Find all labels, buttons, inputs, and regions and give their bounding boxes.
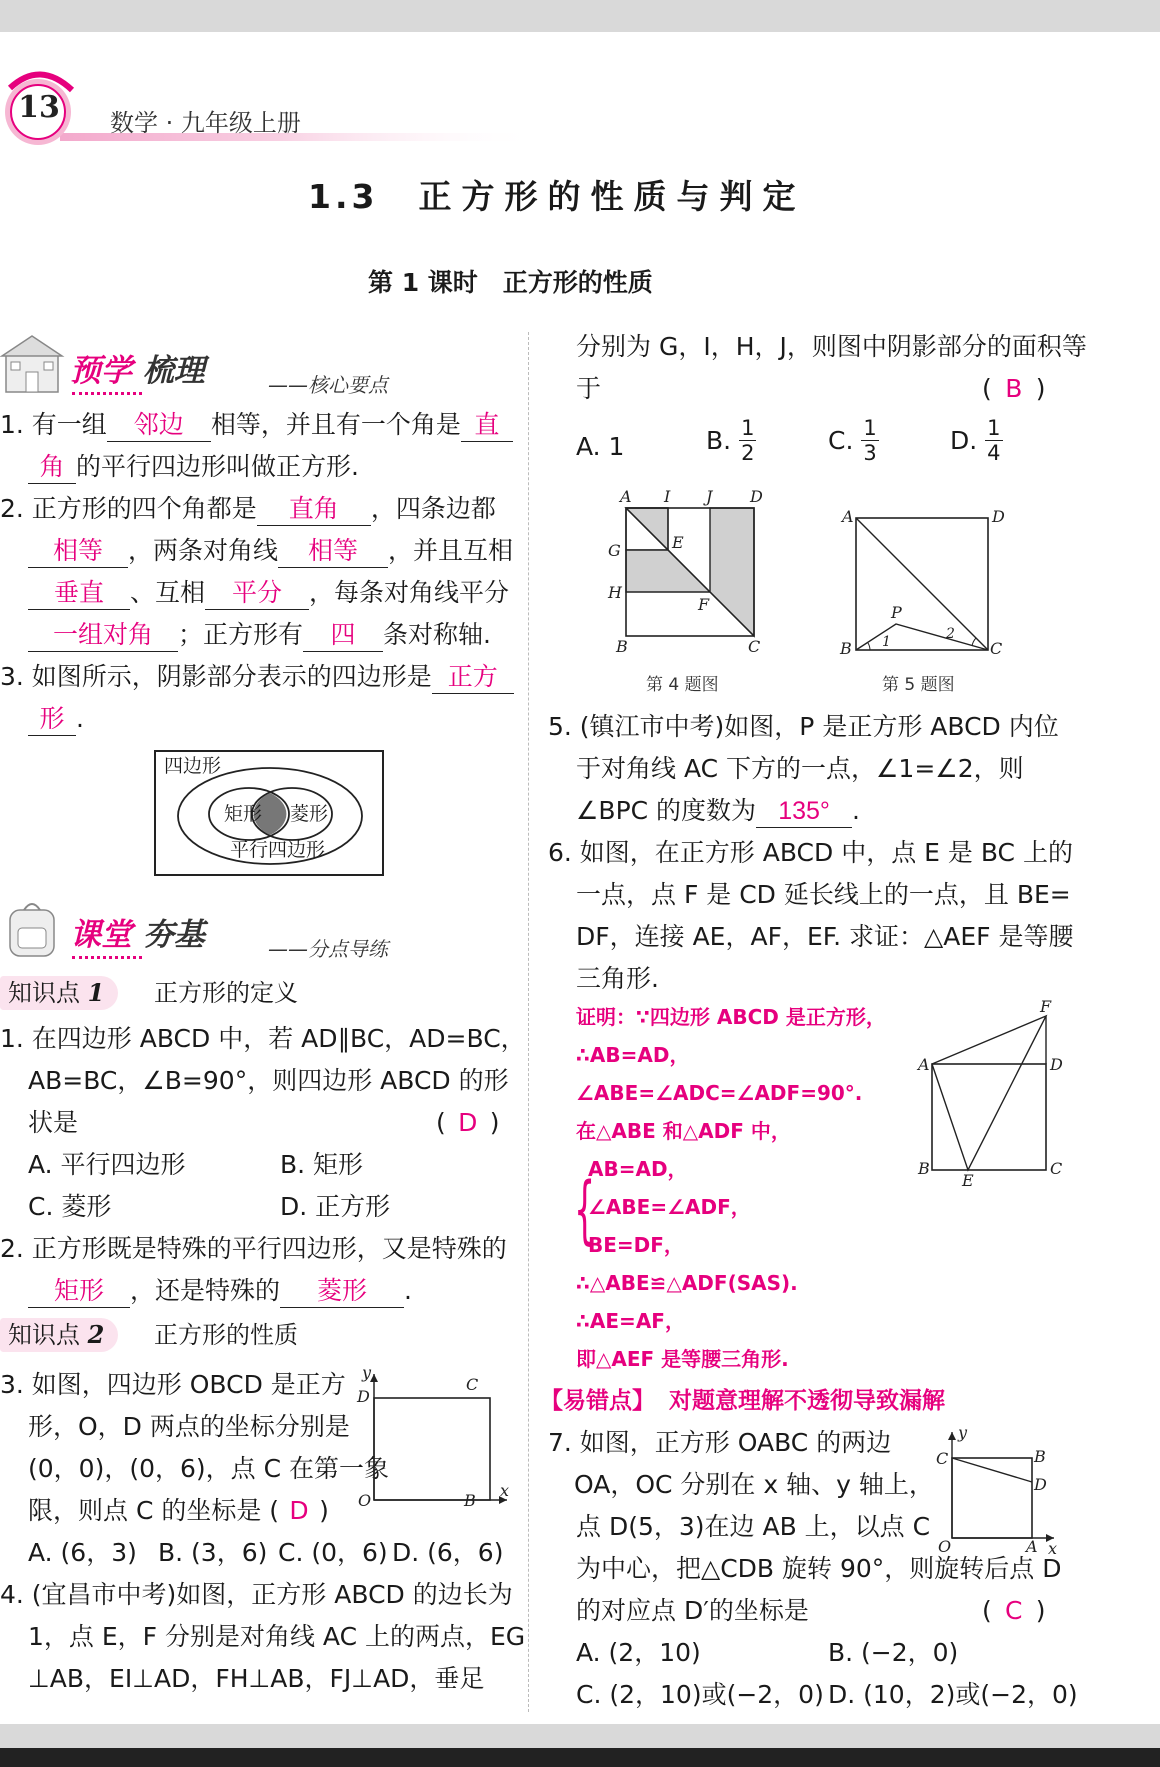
- preview-heading-a: 预学: [70, 353, 132, 389]
- denominator: 2: [741, 441, 755, 465]
- fig-label: C: [990, 639, 1003, 658]
- option-letter: C.: [828, 426, 854, 455]
- text: 条对称轴.: [383, 620, 491, 649]
- numerator: 1: [987, 416, 1001, 440]
- mistake-tip: [540, 1382, 945, 1420]
- q7-line4: 为中心，把△CDB 旋转 90°，则旋转后点 D: [576, 1554, 1062, 1583]
- fig-label: O: [938, 1537, 952, 1556]
- q6-line1: 6. 如图，在正方形 ABCD 中，点 E 是 BC 上的: [548, 838, 1073, 867]
- q4-option-d: [950, 416, 1003, 465]
- fig-label: D: [1050, 1055, 1063, 1074]
- kp-label: 知识点: [8, 1321, 80, 1349]
- numerator: 1: [863, 416, 877, 440]
- q5-line1: 5. (镇江市中考)如图，P 是正方形 ABCD 内位: [548, 712, 1059, 741]
- text: ∠BPC 的度数为: [576, 796, 757, 825]
- answer-blank: 邻边: [107, 409, 211, 442]
- fig-label: B: [616, 637, 628, 656]
- answer: C: [1005, 1596, 1023, 1625]
- book-title: 数学 · 九年级上册: [110, 109, 301, 137]
- venn-right-label: 菱形: [290, 803, 329, 825]
- classroom-heading: [70, 914, 205, 956]
- fraction: [739, 416, 756, 465]
- fig-label: D: [992, 507, 1005, 526]
- preview-q2-line4: [28, 614, 491, 655]
- q7-option-b: B. (−2，0): [828, 1638, 959, 1667]
- knowledge-point-1-badge: [0, 976, 118, 1010]
- q4-line4: 分别为 G，I，H，J，则图中阴影部分的面积等: [576, 332, 1087, 361]
- q6-figure: [916, 997, 1066, 1190]
- denominator: 4: [987, 441, 1001, 465]
- section-title: [308, 174, 805, 220]
- q7-line5: 的对应点 D′的坐标是: [576, 1596, 809, 1625]
- q3-option-d: D. (6，6): [392, 1538, 504, 1567]
- q6-brace: {: [574, 1167, 596, 1253]
- answer-blank: 四: [303, 619, 383, 652]
- q7-option-c: C. (2，10)或(−2，0): [576, 1680, 824, 1709]
- option-letter: D.: [950, 426, 978, 455]
- classroom-subtitle: ——分点导练: [268, 937, 388, 961]
- q3-option-c: C. (0，6): [278, 1538, 388, 1567]
- q4-figure: [606, 486, 766, 656]
- q6-proof-9: ∴AE=AF，: [576, 1309, 685, 1333]
- q3-line4: 限，则点 C 的坐标是 ( D ): [28, 1490, 329, 1531]
- fig-label: y: [958, 1423, 968, 1442]
- q4-answer: ( B ): [982, 368, 1046, 409]
- fig-label: D: [750, 487, 763, 506]
- text: 、互相: [130, 578, 206, 607]
- q1-option-b: B. 矩形: [280, 1150, 364, 1179]
- fig-label: H: [608, 583, 622, 602]
- classroom-dots: [72, 956, 142, 959]
- preview-heading: [70, 350, 205, 392]
- text: 限，则点 C 的坐标是: [28, 1496, 262, 1525]
- q7-option-a: A. (2，10): [576, 1638, 701, 1667]
- kp-number: 1: [87, 978, 105, 1007]
- q6-proof-5: AB=AD，: [588, 1157, 688, 1181]
- answer-blank: 角: [28, 451, 76, 484]
- q3-line1: 3. 如图，四边形 OBCD 是正方: [0, 1370, 346, 1399]
- fig-label: F: [1040, 997, 1052, 1016]
- fig-label: B: [1034, 1447, 1046, 1466]
- q6-proof-2: ∴AB=AD，: [576, 1043, 690, 1067]
- answer-blank: 相等: [28, 535, 128, 568]
- q6-proof-7: BE=DF，: [588, 1233, 684, 1257]
- text: .: [76, 704, 84, 733]
- q1-answer: ( D ): [436, 1102, 500, 1143]
- fig-label: D: [357, 1387, 370, 1406]
- fig-label: C: [936, 1449, 949, 1468]
- denominator: 3: [863, 441, 877, 465]
- text: ，并且互相: [388, 536, 514, 565]
- text: .: [404, 1276, 412, 1305]
- q6-proof-6: ∠ABE=∠ADF，: [588, 1195, 751, 1219]
- answer-blank: 相等: [278, 535, 388, 568]
- q6-line2: 一点，点 F 是 CD 延长线上的一点，且 BE=: [576, 880, 1071, 909]
- q3-option-a: A. (6，3): [28, 1538, 137, 1567]
- q4-line5: 于: [576, 374, 602, 403]
- q1-option-c: C. 菱形: [28, 1192, 112, 1221]
- preview-q1-line2: [28, 446, 359, 487]
- q6-line4: 三角形.: [576, 964, 659, 993]
- q5-caption: 第 5 题图: [882, 675, 955, 695]
- text: 的平行四边形叫做正方形.: [76, 452, 359, 481]
- fig-label: y: [362, 1363, 372, 1382]
- school-icon: [2, 334, 62, 396]
- fig-label: A: [620, 487, 632, 506]
- answer: D: [289, 1496, 309, 1525]
- lesson-title: 第 1 课时 正方形的性质: [368, 268, 653, 297]
- knowledge-point-1-title: 正方形的定义: [154, 979, 298, 1007]
- fraction: [985, 416, 1002, 465]
- fig-label: 2: [946, 626, 955, 642]
- fraction: [861, 416, 878, 465]
- classroom-heading-a: 课堂: [70, 917, 132, 953]
- q4-option-c: [828, 416, 879, 465]
- q7-line2: OA，OC 分别在 x 轴、y 轴上，: [574, 1470, 934, 1499]
- fig-label: P: [891, 603, 902, 622]
- preview-q1-line1: [0, 404, 513, 445]
- answer-blank: 正方: [432, 661, 514, 694]
- fig-label: x: [1048, 1539, 1058, 1558]
- text: ，还是特殊的: [130, 1276, 281, 1305]
- fig-label: A: [918, 1055, 930, 1074]
- fig-label: J: [706, 487, 713, 506]
- backpack-icon: [2, 898, 62, 960]
- q7-option-d: D. (10，2)或(−2，0): [828, 1680, 1078, 1709]
- q7-line3: 点 D(5，3)在边 AB 上，以点 C: [576, 1512, 931, 1541]
- answer: D: [458, 1108, 478, 1137]
- q6-proof-8: ∴△ABE≌△ADF(SAS).: [576, 1271, 798, 1295]
- answer-blank: 一组对角: [28, 619, 178, 652]
- q4-caption: 第 4 题图: [646, 675, 719, 695]
- fig-label: O: [358, 1491, 372, 1510]
- fig-label: 1: [882, 634, 891, 650]
- q2-line2: [28, 1270, 412, 1311]
- mistake-tag: 【易错点】: [540, 1388, 655, 1414]
- knowledge-point-2-title: 正方形的性质: [154, 1321, 298, 1349]
- text: ，两条对角线: [128, 536, 279, 565]
- text: 相等，并且有一个角是: [210, 410, 461, 439]
- numerator: 1: [741, 416, 755, 440]
- q4-option-b: [706, 416, 756, 465]
- fig-label: D: [1034, 1475, 1047, 1494]
- text: ，每条对角线平分: [309, 578, 510, 607]
- fig-label: B: [464, 1491, 476, 1510]
- answer-blank: 平分: [205, 577, 309, 610]
- q4-line1: 4. (宜昌市中考)如图，正方形 ABCD 的边长为: [0, 1580, 513, 1609]
- q4-line3: ⊥AB，EI⊥AD，FH⊥AB，FJ⊥AD，垂足: [28, 1664, 485, 1693]
- mistake-text: 对题意理解不透彻导致漏解: [669, 1388, 945, 1414]
- option-letter: B.: [706, 426, 732, 455]
- venn-middle-label: 平行四边形: [230, 839, 326, 861]
- q6-line3: DF，连接 AE，AF，EF. 求证：△AEF 是等腰: [576, 922, 1074, 951]
- fig-label: C: [466, 1375, 479, 1394]
- venn-outer-label: 四边形: [164, 755, 222, 777]
- bottom-bar: [0, 1748, 1160, 1767]
- q1-line2: AB=BC，∠B=90°，则四边形 ABCD 的形: [28, 1066, 509, 1095]
- preview-dots: [72, 392, 142, 395]
- q1-option-a: A. 平行四边形: [28, 1150, 186, 1179]
- venn-left-label: 矩形: [224, 803, 263, 825]
- q3-option-b: B. (3，6): [158, 1538, 268, 1567]
- q5-figure: [836, 506, 1016, 656]
- section-name: 正方形的性质与判定: [418, 177, 806, 216]
- q1-line1: 1. 在四边形 ABCD 中，若 AD∥BC，AD=BC，: [0, 1024, 526, 1053]
- preview-q3-line2: [28, 698, 84, 739]
- fig-label: x: [500, 1481, 510, 1500]
- q7-answer: ( C ): [982, 1590, 1046, 1631]
- preview-q2-line3: [28, 572, 509, 613]
- fig-label: B: [918, 1159, 930, 1178]
- preview-subtitle: ——核心要点: [268, 373, 388, 397]
- column-divider: [528, 332, 529, 1712]
- q6-proof-3: ∠ABE=∠ADC=∠ADF=90°.: [576, 1081, 863, 1105]
- q5-line2: 于对角线 AC 下方的一点，∠1=∠2，则: [576, 754, 1024, 783]
- text: ，四条边都: [370, 494, 496, 523]
- preview-q2-line2: [28, 530, 513, 571]
- fig-label: C: [1050, 1159, 1063, 1178]
- fig-label: E: [672, 533, 684, 552]
- answer-blank: 菱形: [280, 1275, 404, 1308]
- q2-line1: 2. 正方形既是特殊的平行四边形，又是特殊的: [0, 1234, 507, 1263]
- q6-proof-1: 证明：∵四边形 ABCD 是正方形，: [576, 1005, 886, 1029]
- answer: B: [1005, 374, 1023, 403]
- page-number: 13: [18, 90, 60, 125]
- text: ；正方形有: [178, 620, 304, 649]
- knowledge-point-2-badge: [0, 1318, 118, 1352]
- text: 1. 有一组: [0, 410, 107, 439]
- q6-proof-10: 即△AEF 是等腰三角形.: [576, 1347, 789, 1371]
- q7-line1: 7. 如图，正方形 OABC 的两边: [548, 1428, 892, 1457]
- fig-label: A: [842, 507, 854, 526]
- fig-label: F: [698, 595, 710, 614]
- kp-label: 知识点: [8, 979, 80, 1007]
- q4-option-a: A. 1: [576, 432, 625, 461]
- answer-blank: 直角: [257, 493, 371, 526]
- fig-label: I: [664, 487, 671, 506]
- q1-line3: 状是: [28, 1108, 79, 1137]
- preview-heading-b: 梳理: [142, 353, 205, 389]
- kp-number: 2: [87, 1320, 105, 1349]
- answer-blank: 垂直: [28, 577, 130, 610]
- fig-label: B: [840, 639, 852, 658]
- q6-proof-4: 在△ABE 和△ADF 中，: [576, 1119, 791, 1143]
- preview-q2-line1: [0, 488, 496, 529]
- preview-q3-line1: [0, 656, 514, 697]
- fig-label: E: [962, 1171, 974, 1190]
- q3-line3: (0，0)，(0，6)，点 C 在第一象: [28, 1454, 389, 1483]
- q5-line3: ∠BPC 的度数为 135° .: [576, 790, 860, 831]
- answer-blank: 矩形: [28, 1275, 130, 1308]
- q4-line2: 1，点 E，F 分别是对角线 AC 上的两点，EG: [28, 1622, 526, 1651]
- answer-blank: 形: [28, 703, 76, 736]
- q3-line2: 形，O，D 两点的坐标分别是: [28, 1412, 350, 1441]
- q1-option-d: D. 正方形: [280, 1192, 391, 1221]
- fig-label: C: [748, 637, 761, 656]
- fig-label: A: [1026, 1537, 1038, 1556]
- fig-label: G: [608, 541, 621, 560]
- text: 3. 如图所示，阴影部分表示的四边形是: [0, 662, 432, 691]
- answer-blank: 直: [461, 409, 513, 442]
- q3-figure: [352, 1363, 522, 1514]
- section-number: 1.3: [308, 177, 379, 216]
- classroom-heading-b: 夯基: [142, 917, 205, 953]
- answer-blank: 135°: [756, 795, 852, 828]
- q7-figure: [930, 1423, 1060, 1558]
- text: 2. 正方形的四个角都是: [0, 494, 257, 523]
